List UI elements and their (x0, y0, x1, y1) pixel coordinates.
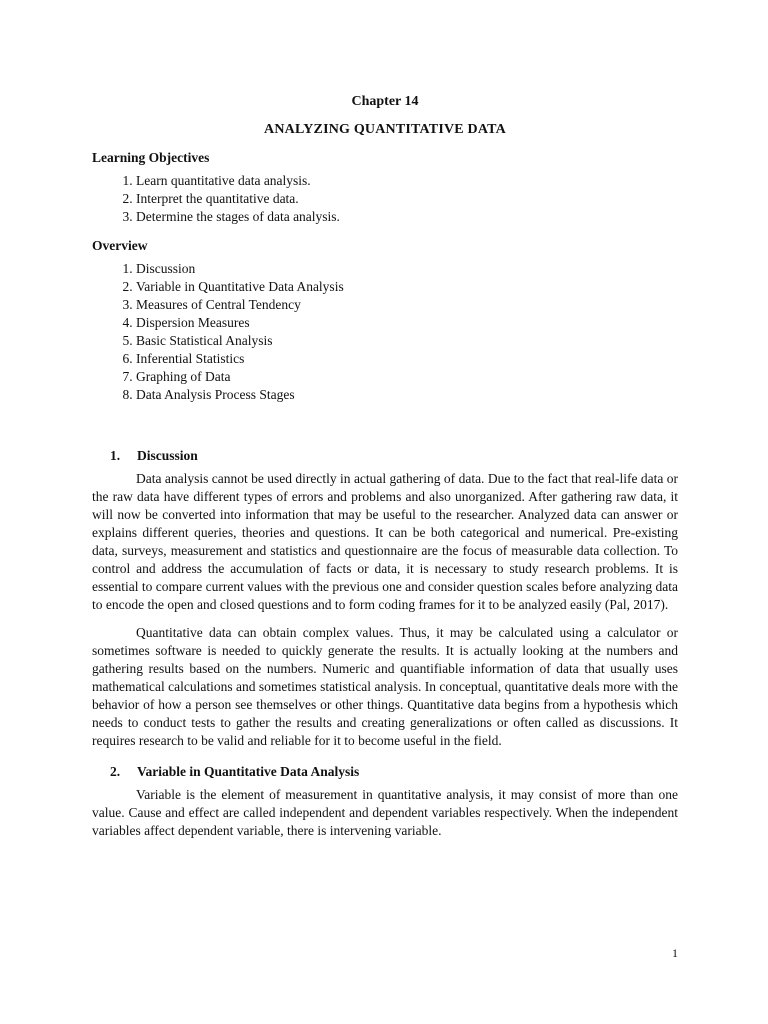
list-item: 4. Dispersion Measures (136, 314, 678, 332)
document-page (92, 88, 678, 850)
section-title: Variable in Quantitative Data Analysis (137, 764, 360, 779)
section-heading-discussion (110, 448, 678, 464)
section-number: 1. (110, 448, 121, 463)
page-number: 1 (672, 946, 678, 960)
paragraph: Variable is the element of measurement in quantitative analysis, it may consist of more than one value. Cause and effect are called independent and dependent variables respectively. When the independent variables affect dependent variable, there is intervening variable. (92, 787, 678, 838)
list-item: 6. Inferential Statistics (136, 350, 678, 368)
learning-objectives-list (92, 172, 678, 226)
list-item: 3. Measures of Central Tendency (136, 296, 678, 314)
section-number: 2. (110, 764, 121, 779)
list-item: 5. Basic Statistical Analysis (136, 332, 678, 350)
paragraph: Quantitative data can obtain complex values. Thus, it may be calculated using a calculator or sometimes software is needed to quickly generate the results. It is actually looking at the numbers and gathering results based on the numbers. Numeric and quantifiable information of data that usually uses mathematical calculations and sometimes statistical analysis. In conceptual, quantitative deals more with the behavior of how a person see themselves or other things. Quantitative data begins from a hypothesis which needs to conduct tests to gather the results and creating generalizations or often called as discussions. It requires research to be valid and reliable for it to become useful in the field. (92, 625, 678, 748)
section-heading-variable (110, 764, 678, 780)
chapter-title: ANALYZING QUANTITATIVE DATA (264, 122, 506, 137)
paragraph: Data analysis cannot be used directly in actual gathering of data. Due to the fact that real-life data or the raw data have different types of errors and problems and also unorganized. After gathering raw data, it will now be converted into information that may be useful to the researcher. Analyzed data can answer or explains different queries, theories and questions. It can be both categorical and numerical. Pre-existing data, surveys, measurement and statistics and questionnaire are the focus of measurable data collection. To control and address the accumulation of facts or data, it is necessary to study research problems. It is essential to compare current values with the previous one and consider question scales before analyzing data to encode the open and closed questions and to form coding frames for it to be analyzed easily (Pal, 2017). (92, 471, 678, 612)
list-item: 2. Interpret the quantitative data. (136, 190, 678, 208)
overview-list (92, 260, 678, 404)
list-item: 1. Learn quantitative data analysis. (136, 172, 678, 190)
list-item: 8. Data Analysis Process Stages (136, 386, 678, 404)
overview-heading: Overview (92, 238, 148, 253)
list-item: 1. Discussion (136, 260, 678, 278)
list-item: 2. Variable in Quantitative Data Analysis (136, 278, 678, 296)
learning-objectives-heading: Learning Objectives (92, 150, 210, 165)
list-item: 3. Determine the stages of data analysis. (136, 208, 678, 226)
section-title: Discussion (137, 448, 198, 463)
list-item: 7. Graphing of Data (136, 368, 678, 386)
chapter-label: Chapter 14 (351, 94, 419, 109)
